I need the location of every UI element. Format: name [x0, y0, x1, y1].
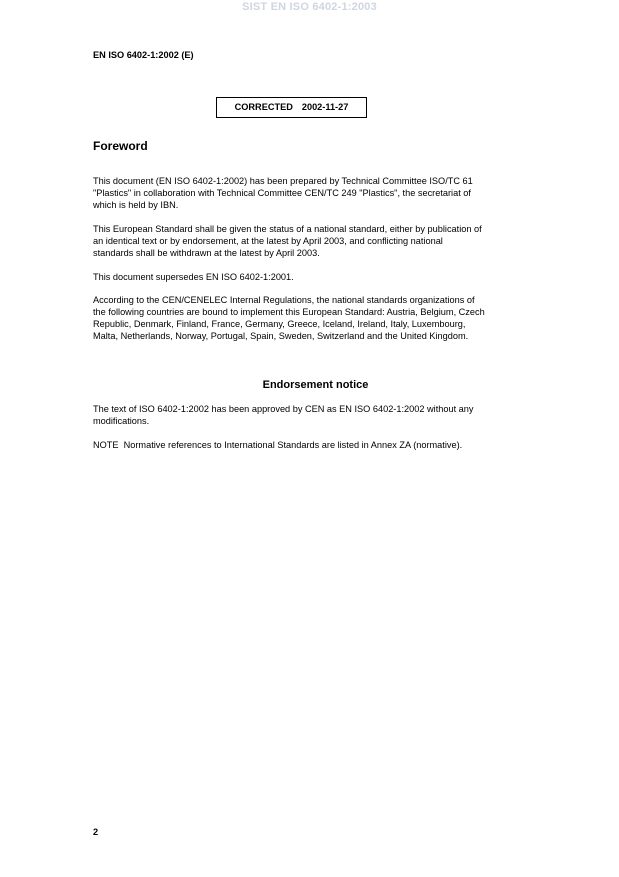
text-line: This document (EN ISO 6402-1:2002) has been prepared by Technical Committee ISO/TC 61 — [93, 176, 473, 186]
text-line: "Plastics" in collaboration with Technical Committee CEN/TC 249 "Plastics", the secretariat of — [93, 188, 471, 198]
page-number: 2 — [93, 827, 99, 837]
text-line: According to the CEN/CENELEC Internal Regulations, the national standards organizations of — [93, 295, 475, 305]
text-line: an identical text or by endorsement, at the latest by April 2003, and conflicting national — [93, 236, 443, 246]
text-line: standards shall be withdrawn at the latest by April 2003. — [93, 248, 320, 258]
watermark: SIST EN ISO 6402-1:2003 — [242, 1, 377, 13]
foreword-heading: Foreword — [93, 139, 148, 153]
endorsement-note — [93, 439, 543, 451]
foreword-paragraph — [93, 294, 543, 342]
corrected-notice-box — [216, 97, 367, 118]
text-line: NOTE Normative references to International Standards are listed in Annex ZA (normative). — [93, 440, 463, 450]
foreword-paragraph — [93, 223, 543, 259]
endorsement-heading: Endorsement notice — [262, 379, 369, 391]
text-line: Republic, Denmark, Finland, France, Germany, Greece, Iceland, Ireland, Italy, Luxembourg, — [93, 319, 466, 329]
document-identifier: EN ISO 6402-1:2002 (E) — [93, 50, 194, 60]
text-line: which is held by IBN. — [93, 200, 179, 210]
corrected-date: 2002-11-27 — [301, 102, 349, 112]
text-line: This European Standard shall be given the status of a national standard, either by publication of — [93, 224, 482, 234]
text-line: modifications. — [93, 416, 150, 426]
foreword-paragraph — [93, 271, 543, 283]
foreword-paragraph — [93, 175, 543, 211]
text-line: The text of ISO 6402-1:2002 has been approved by CEN as EN ISO 6402-1:2002 without any — [93, 404, 474, 414]
text-line: This document supersedes EN ISO 6402-1:2001. — [93, 272, 294, 282]
text-line: the following countries are bound to implement this European Standard: Austria, Belgium, Czech — [93, 307, 485, 317]
endorsement-paragraph — [93, 403, 543, 427]
text-line: Malta, Netherlands, Norway, Portugal, Spain, Sweden, Switzerland and the United Kingdom. — [93, 331, 469, 341]
corrected-label: CORRECTED — [234, 102, 293, 112]
